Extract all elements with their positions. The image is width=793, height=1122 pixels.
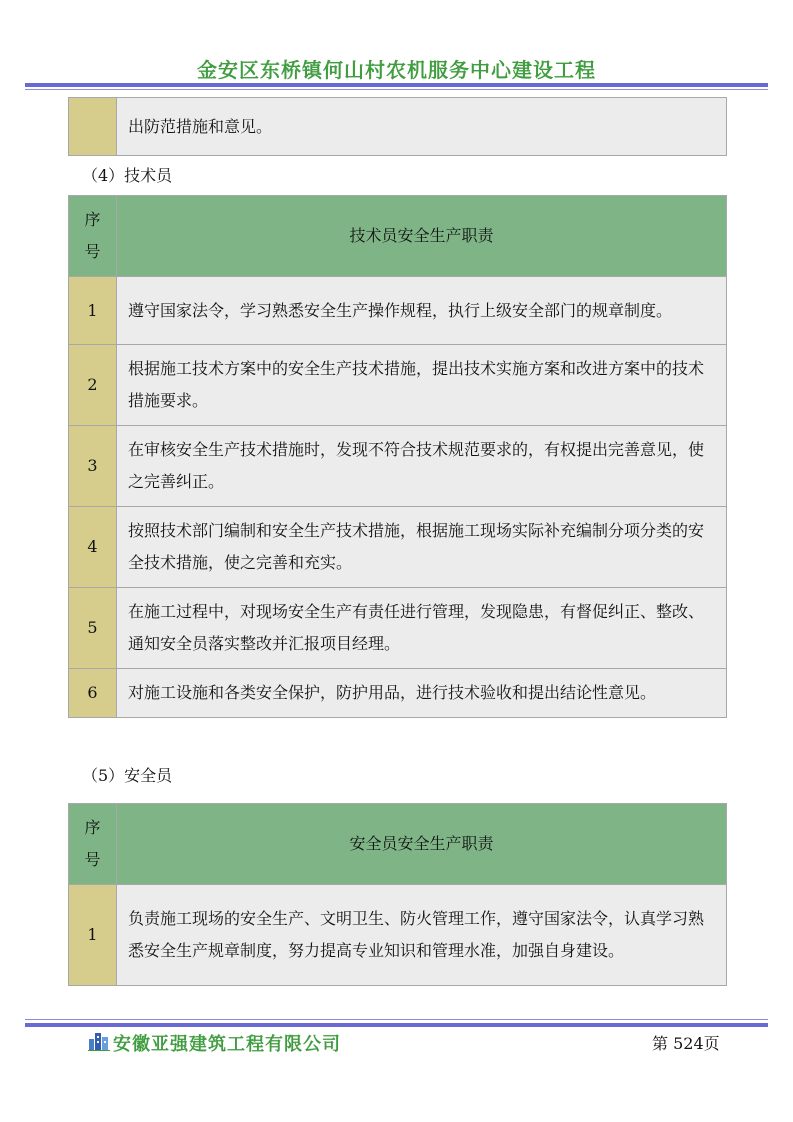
row-number-cell: 1: [69, 885, 117, 986]
header-number-line1: 序: [84, 210, 101, 229]
table-row: [69, 669, 727, 718]
row-number-cell: 2: [69, 345, 117, 426]
table-row: [69, 885, 727, 986]
section-label-technician: （4）技术员: [82, 166, 173, 185]
footer-rule-thick: [25, 1023, 768, 1027]
row-number-cell: 4: [69, 507, 117, 588]
row-number-cell: [69, 98, 117, 156]
row-number-cell: 5: [69, 588, 117, 669]
footer-company-name: 安徽亚强建筑工程有限公司: [113, 1034, 341, 1055]
table-row: [69, 507, 727, 588]
footer-rule-thin: [25, 1019, 768, 1020]
technician-duties-table: [68, 195, 727, 718]
safety-officer-duties-table: [68, 803, 727, 986]
row-text-cell: 按照技术部门编制和安全生产技术措施，根据施工现场实际补充编制分项分类的安全技术措施，使之完善和充实。: [117, 507, 727, 588]
table-row: [69, 426, 727, 507]
row-text-cell: 遵守国家法令，学习熟悉安全生产操作规程，执行上级安全部门的规章制度。: [117, 277, 727, 345]
building-logo-icon: [88, 1029, 110, 1051]
table-row: [69, 98, 727, 156]
row-text-cell: 在施工过程中，对现场安全生产有责任进行管理，发现隐患，有督促纠正、整改、通知安全员落实整改并汇报项目经理。: [117, 588, 727, 669]
table-header-row: [69, 804, 727, 885]
row-text-cell: 根据施工技术方案中的安全生产技术措施，提出技术实施方案和改进方案中的技术措施要求。: [117, 345, 727, 426]
header-title-cell: 技术员安全生产职责: [117, 196, 727, 277]
row-text-cell: 负责施工现场的安全生产、文明卫生、防火管理工作，遵守国家法令，认真学习熟悉安全生产规章制度，努力提高专业知识和管理水准，加强自身建设。: [117, 885, 727, 986]
row-number-cell: 6: [69, 669, 117, 718]
continued-table: [68, 97, 727, 156]
table-row: [69, 277, 727, 345]
section-label-safety-officer: （5）安全员: [82, 766, 173, 785]
header-number-line2: 号: [84, 242, 101, 261]
table-row: [69, 345, 727, 426]
document-header-title: 金安区东桥镇何山村农机服务中心建设工程: [197, 58, 596, 82]
header-rule-thick: [25, 83, 768, 87]
header-title-cell: 安全员安全生产职责: [117, 804, 727, 885]
header-number-cell: [69, 804, 117, 885]
header-rule-thin: [25, 89, 768, 90]
header-number-line1: 序: [84, 818, 101, 837]
header-number-cell: [69, 196, 117, 277]
header-number-line2: 号: [84, 850, 101, 869]
row-text-cell: 在审核安全生产技术措施时，发现不符合技术规范要求的，有权提出完善意见，使之完善纠正。: [117, 426, 727, 507]
row-number-cell: 3: [69, 426, 117, 507]
footer-page-number: 第 524页: [652, 1034, 720, 1053]
row-text-cell: 出防范措施和意见。: [117, 98, 727, 156]
row-number-cell: 1: [69, 277, 117, 345]
row-text-cell: 对施工设施和各类安全保护，防护用品，进行技术验收和提出结论性意见。: [117, 669, 727, 718]
table-row: [69, 588, 727, 669]
table-header-row: [69, 196, 727, 277]
